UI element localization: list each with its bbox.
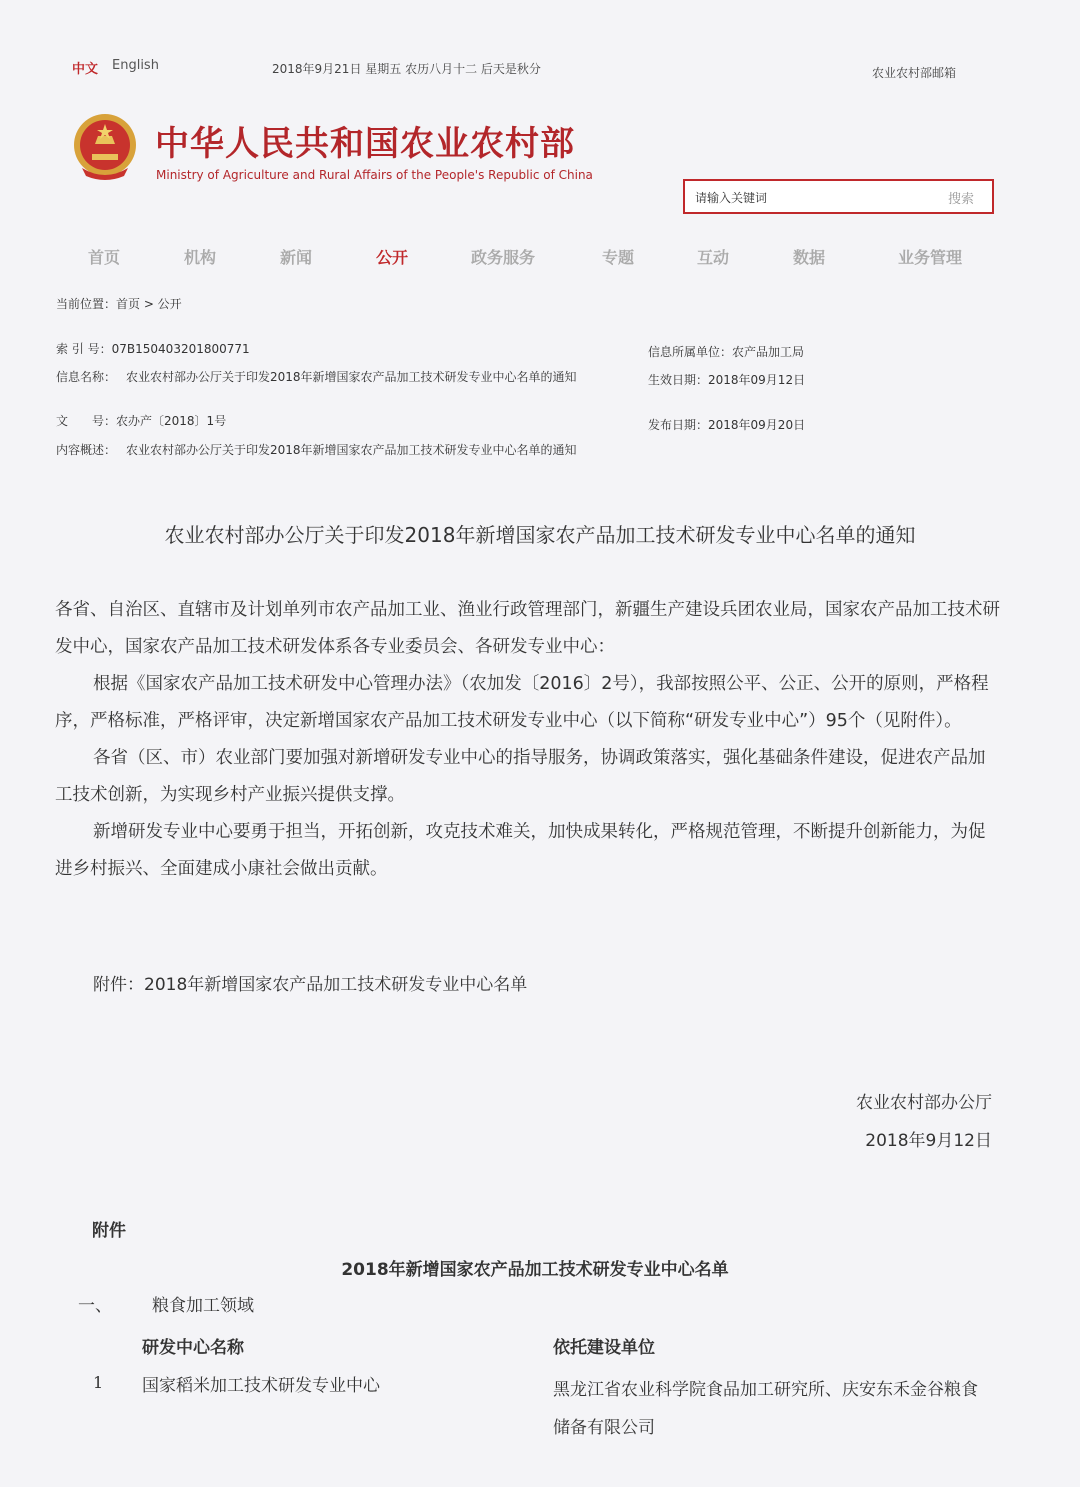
column-header-unit: 依托建设单位 bbox=[553, 1338, 655, 1358]
lang-english-link[interactable]: English bbox=[112, 58, 159, 73]
ministry-title-en: Ministry of Agriculture and Rural Affairs of the People's Republic of China bbox=[156, 168, 593, 182]
meta-effective-date: 生效日期：2018年09月12日 bbox=[648, 373, 806, 387]
nav-home[interactable]: 首页 bbox=[88, 248, 121, 267]
section-name: 粮食加工领域 bbox=[152, 1296, 254, 1316]
search-button[interactable]: 搜索 bbox=[948, 188, 974, 207]
table-row-number: 1 bbox=[93, 1373, 104, 1392]
meta-name-value: 农业农村部办公厅关于印发2018年新增国家农产品加工技术研发专业中心名单的通知 bbox=[126, 370, 577, 384]
meta-publish-date: 发布日期：2018年09月20日 bbox=[648, 418, 806, 432]
annex-section bbox=[78, 1291, 254, 1316]
annex-title: 2018年新增国家农产品加工技术研发专业中心名单 bbox=[341, 1260, 729, 1280]
paragraph-1: 根据《国家农产品加工技术研发中心管理办法》（农加发〔2016〕2号），我部按照公平、公正、公开的原则，严格程序，严格标准，严格评审，决定新增国家农产品加工技术研发专业中心（以下简称“研发专业中心”）95个（见附件）。 bbox=[55, 674, 989, 731]
ministry-mail-link[interactable]: 农业农村部邮箱 bbox=[872, 66, 957, 80]
table-row-center-name: 国家稻米加工技术研发专业中心 bbox=[142, 1376, 380, 1396]
nav-news[interactable]: 新闻 bbox=[280, 248, 313, 267]
table-row-unit: 黑龙江省农业科学院食品加工研究所、庆安东禾金谷粮食储备有限公司 bbox=[553, 1380, 978, 1438]
meta-unit: 信息所属单位：农产品加工局 bbox=[648, 345, 805, 359]
date-text: 2018年9月21日 星期五 农历八月十二 后天是秋分 bbox=[272, 62, 541, 76]
search-input[interactable] bbox=[693, 187, 917, 209]
annex-label: 附件 bbox=[92, 1221, 126, 1241]
section-number: 一、 bbox=[78, 1296, 112, 1316]
meta-index-label: 索 引 号： bbox=[56, 342, 112, 356]
national-emblem-icon bbox=[72, 112, 138, 182]
nav-public[interactable]: 公开 bbox=[376, 248, 409, 267]
paragraph-2: 各省（区、市）农业部门要加强对新增研发专业中心的指导服务，协调政策落实，强化基础条件建设，促进农产品加工技术创新，为实现乡村产业振兴提供支撑。 bbox=[55, 748, 986, 805]
nav-interaction[interactable]: 互动 bbox=[697, 248, 730, 267]
signature-block bbox=[856, 1084, 992, 1160]
nav-gov-services[interactable]: 政务服务 bbox=[471, 248, 536, 267]
column-header-name: 研发中心名称 bbox=[142, 1338, 244, 1358]
ministry-title-cn: 中华人民共和国农业农村部 bbox=[155, 124, 575, 164]
meta-index bbox=[56, 341, 250, 358]
nav-business-management[interactable]: 业务管理 bbox=[898, 248, 963, 267]
document-body bbox=[55, 592, 1000, 888]
document-title: 农业农村部办公厅关于印发2018年新增国家农产品加工技术研发专业中心名单的通知 bbox=[164, 523, 916, 547]
paragraph-3: 新增研发专业中心要勇于担当，开拓创新，攻克技术难关，加快成果转化，严格规范管理，不断提升创新能力，为促进乡村振兴、全面建成小康社会做出贡献。 bbox=[55, 822, 986, 879]
signer: 农业农村部办公厅 bbox=[856, 1093, 992, 1113]
nav-topics[interactable]: 专题 bbox=[602, 248, 635, 267]
nav-data[interactable]: 数据 bbox=[793, 248, 826, 267]
breadcrumb: 当前位置：首页 > 公开 bbox=[56, 297, 182, 311]
lang-chinese-link[interactable]: 中文 bbox=[72, 62, 99, 77]
meta-index-value: 07B150403201800771 bbox=[111, 342, 250, 356]
salutation: 各省、自治区、直辖市及计划单列市农产品加工业、渔业行政管理部门，新疆生产建设兵团农业局，国家农产品加工技术研发中心，国家农产品加工技术研发体系各专业委员会、各研发专业中心： bbox=[55, 600, 1000, 657]
top-bar bbox=[0, 56, 1080, 80]
meta-docno bbox=[56, 413, 226, 430]
meta-docno-label: 文 号： bbox=[56, 414, 117, 428]
attachment-link[interactable]: 附件：2018年新增国家农产品加工技术研发专业中心名单 bbox=[93, 975, 528, 995]
meta-summary-value: 农业农村部办公厅关于印发2018年新增国家农产品加工技术研发专业中心名单的通知 bbox=[126, 443, 577, 457]
search-box bbox=[683, 179, 994, 214]
meta-name-label: 信息名称： bbox=[56, 370, 117, 384]
meta-summary-label: 内容概述： bbox=[56, 443, 117, 457]
nav-organization[interactable]: 机构 bbox=[184, 248, 217, 267]
sign-date: 2018年9月12日 bbox=[865, 1131, 992, 1151]
meta-docno-value: 农办产〔2018〕1号 bbox=[116, 414, 227, 428]
